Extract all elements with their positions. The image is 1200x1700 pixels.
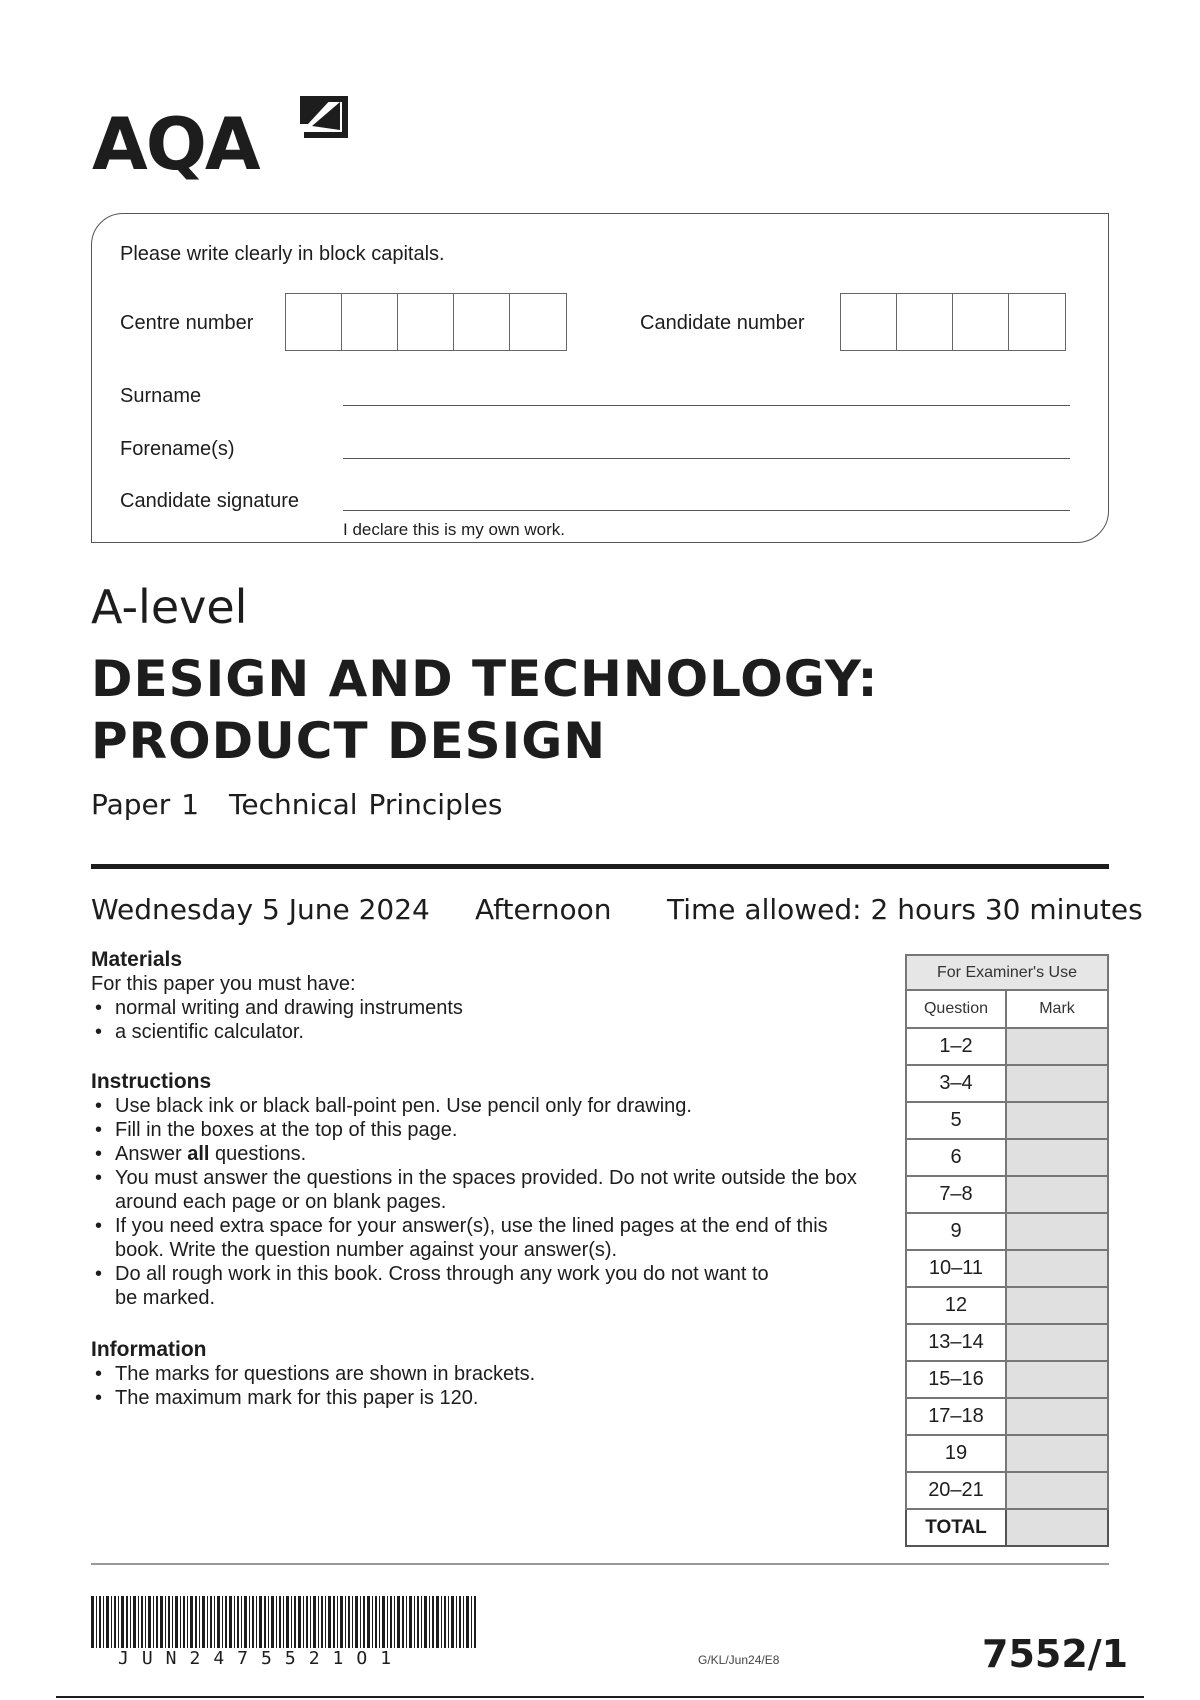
barcode-icon (91, 1596, 476, 1648)
mark-cell[interactable] (1006, 1213, 1108, 1250)
question-number: 1–2 (906, 1028, 1006, 1065)
materials-item: • normal writing and drawing instruments (91, 996, 871, 1020)
mark-cell[interactable] (1006, 1028, 1108, 1065)
examiner-table-title: For Examiner's Use (906, 955, 1108, 990)
information-section (91, 1338, 871, 1410)
centre-number-boxes (285, 293, 567, 351)
centre-digit-box[interactable] (342, 294, 398, 350)
instructions-section (91, 1070, 891, 1310)
exam-date: Wednesday 5 June 2024 (91, 893, 430, 926)
time-allowed: Time allowed: 2 hours 30 minutes (667, 893, 1143, 926)
page-bottom-rule (56, 1696, 1144, 1698)
centre-digit-box[interactable] (398, 294, 454, 350)
mark-cell[interactable] (1006, 1287, 1108, 1324)
question-number: 7–8 (906, 1176, 1006, 1213)
paper-number: Paper 1 (91, 788, 200, 821)
mark-cell[interactable] (1006, 1065, 1108, 1102)
instruction-emphasis: all (187, 1143, 210, 1165)
mark-cell[interactable] (1006, 1435, 1108, 1472)
aqa-logo-mark-icon (294, 90, 354, 146)
candidate-digit-box[interactable] (897, 294, 953, 350)
mark-cell[interactable] (1006, 1472, 1108, 1509)
document-reference: G/KL/Jun24/E8 (698, 1653, 780, 1667)
qualification-level: A-level (91, 580, 248, 634)
candidate-digit-box[interactable] (1009, 294, 1065, 350)
forenames-label: Forename(s) (120, 438, 235, 460)
question-number: 20–21 (906, 1472, 1006, 1509)
instructions-title: Instructions (91, 1070, 212, 1093)
materials-intro: For this paper you must have: (91, 973, 356, 995)
question-number: 13–14 (906, 1324, 1006, 1361)
subject-title-line1: DESIGN AND TECHNOLOGY: (91, 650, 879, 708)
mark-cell[interactable] (1006, 1102, 1108, 1139)
question-column-header: Question (906, 990, 1006, 1028)
instruction-item: • Do all rough work in this book. Cross through any work you do not want to be marked. (91, 1262, 891, 1310)
mark-cell[interactable] (1006, 1176, 1108, 1213)
materials-item: • a scientific calculator. (91, 1020, 871, 1044)
examiner-use-table (905, 954, 1109, 1547)
total-mark-cell[interactable] (1006, 1509, 1108, 1546)
paper-title: Technical Principles (229, 788, 503, 821)
candidate-digit-box[interactable] (841, 294, 897, 350)
exam-session: Afternoon (475, 893, 612, 926)
total-label: TOTAL (906, 1509, 1006, 1546)
instruction-item: • Fill in the boxes at the top of this page. (91, 1118, 891, 1142)
mark-cell[interactable] (1006, 1250, 1108, 1287)
paper-code: 7552/1 (982, 1632, 1129, 1676)
materials-title: Materials (91, 948, 183, 971)
question-number: 10–11 (906, 1250, 1006, 1287)
question-number: 15–16 (906, 1361, 1006, 1398)
question-number: 6 (906, 1139, 1006, 1176)
information-item: • The maximum mark for this paper is 120. (91, 1386, 871, 1410)
centre-digit-box[interactable] (454, 294, 510, 350)
signature-field[interactable] (343, 510, 1070, 511)
information-item: • The marks for questions are shown in brackets. (91, 1362, 871, 1386)
barcode-number: JUN2475521O1 (118, 1648, 405, 1669)
candidate-digit-box[interactable] (953, 294, 1009, 350)
centre-digit-box[interactable] (510, 294, 566, 350)
declaration-text: I declare this is my own work. (343, 520, 566, 539)
subject-title (91, 648, 879, 772)
surname-label: Surname (120, 385, 202, 407)
instruction-text: Answer (115, 1143, 188, 1165)
mark-cell[interactable] (1006, 1361, 1108, 1398)
instruction-text: questions. (209, 1143, 307, 1165)
signature-label: Candidate signature (120, 490, 300, 512)
question-number: 3–4 (906, 1065, 1006, 1102)
aqa-logo (92, 90, 362, 190)
heading-divider (91, 864, 1109, 869)
surname-field[interactable] (343, 405, 1070, 406)
block-capitals-instruction: Please write clearly in block capitals. (120, 243, 445, 265)
centre-number-label: Centre number (120, 312, 254, 334)
subject-title-line2: PRODUCT DESIGN (91, 712, 607, 770)
materials-section (91, 948, 871, 1044)
mark-cell[interactable] (1006, 1398, 1108, 1435)
question-number: 12 (906, 1287, 1006, 1324)
logo-text: AQA (92, 102, 259, 186)
question-number: 17–18 (906, 1398, 1006, 1435)
instruction-item: • Use black ink or black ball-point pen. Use pencil only for drawing. (91, 1094, 891, 1118)
paper-heading (91, 788, 502, 821)
information-title: Information (91, 1338, 207, 1361)
candidate-number-boxes (840, 293, 1066, 351)
instruction-item: • If you need extra space for your answer(s), use the lined pages at the end of this book. Write the question number against your answer(s). (91, 1214, 891, 1262)
question-number: 9 (906, 1213, 1006, 1250)
mark-cell[interactable] (1006, 1324, 1108, 1361)
question-number: 19 (906, 1435, 1006, 1472)
centre-digit-box[interactable] (286, 294, 342, 350)
instruction-item: • You must answer the questions in the spaces provided. Do not write outside the box around each page or on blank pages. (91, 1166, 891, 1214)
question-number: 5 (906, 1102, 1006, 1139)
forenames-field[interactable] (343, 458, 1070, 459)
mark-column-header: Mark (1006, 990, 1108, 1028)
instruction-item (91, 1142, 891, 1166)
mark-cell[interactable] (1006, 1139, 1108, 1176)
candidate-number-label: Candidate number (640, 312, 805, 334)
footer-divider (91, 1563, 1109, 1565)
